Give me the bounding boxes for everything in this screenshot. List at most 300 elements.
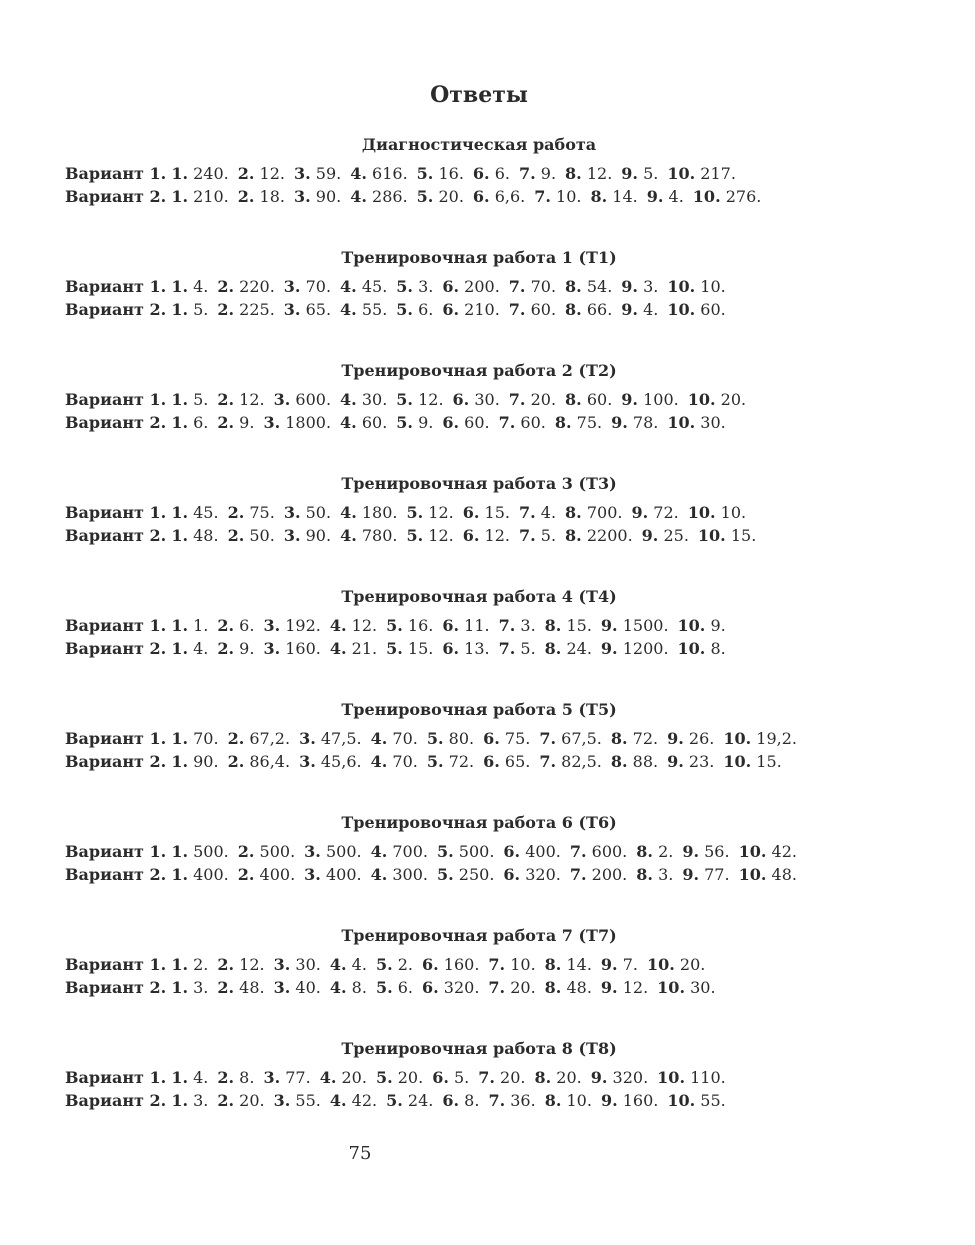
answer-value: 14. [566, 955, 592, 974]
question-number: 6. [503, 842, 521, 861]
question-number: 2. [217, 300, 235, 319]
answer-value: 15. [484, 503, 510, 522]
answer-value: 12. [239, 390, 265, 409]
answer-value: 1800. [285, 413, 332, 432]
answer-value: 24. [566, 639, 592, 658]
answer-value: 55. [295, 1091, 321, 1110]
answer-value: 600. [591, 842, 628, 861]
question-number: 1. [171, 390, 189, 409]
answer-value: 30. [474, 390, 500, 409]
answer-value: 250. [458, 865, 495, 884]
question-number: 8. [565, 277, 582, 296]
answer-value: 4. [193, 639, 209, 658]
answer-value: 286. [372, 187, 408, 206]
question-number: 5. [386, 1091, 403, 1110]
answer-value: 20. [720, 390, 747, 409]
question-number: 10. [697, 526, 726, 545]
answer-value: 20. [438, 187, 464, 206]
question-number: 7. [478, 1068, 495, 1087]
question-number: 7. [508, 390, 526, 409]
question-number: 6. [422, 978, 439, 997]
variant-label: Вариант 1. [65, 955, 167, 974]
question-number: 1. [171, 526, 189, 545]
answer-value: 60. [520, 413, 546, 432]
question-number: 3. [283, 300, 301, 319]
answer-value: 9. [239, 639, 255, 658]
answer-value: 5. [193, 300, 209, 319]
question-number: 7. [498, 616, 516, 635]
question-number: 7. [488, 1091, 506, 1110]
answer-value: 6. [239, 616, 255, 635]
answer-value: 210. [193, 187, 229, 206]
answer-value: 110. [690, 1068, 726, 1087]
answer-value: 77. [285, 1068, 311, 1087]
question-number: 9. [600, 616, 618, 635]
answer-section [65, 1038, 895, 1112]
question-number: 2. [217, 978, 235, 997]
question-number: 7. [508, 277, 526, 296]
question-number: 1. [171, 639, 189, 658]
question-number: 5. [375, 955, 393, 974]
question-number: 4. [319, 1068, 337, 1087]
variant-line [65, 953, 895, 976]
question-number: 5. [426, 729, 444, 748]
question-number: 2. [237, 164, 255, 183]
question-number: 6. [503, 865, 521, 884]
question-number: 1. [171, 1068, 189, 1087]
question-number: 6. [432, 1068, 449, 1087]
answer-value: 160. [443, 955, 480, 974]
question-number: 9. [621, 390, 638, 409]
question-number: 3. [263, 639, 281, 658]
answer-value: 400. [259, 865, 296, 884]
answer-value: 60. [530, 300, 557, 319]
question-number: 8. [610, 729, 628, 748]
question-number: 9. [600, 1091, 618, 1110]
answer-value: 240. [193, 164, 229, 183]
answer-value: 4. [668, 187, 684, 206]
answer-value: 82,5. [561, 752, 602, 771]
question-number: 9. [682, 842, 700, 861]
answer-value: 12. [351, 616, 378, 635]
question-number: 10. [692, 187, 721, 206]
section-title: Тренировочная работа 8 (T8) [341, 1039, 617, 1058]
answer-value: 70. [305, 277, 332, 296]
answer-value: 2. [397, 955, 413, 974]
question-number: 6. [462, 503, 480, 522]
question-number: 3. [293, 164, 311, 183]
question-number: 5. [386, 639, 403, 658]
question-number: 5. [437, 842, 454, 861]
section-title: Диагностическая работа [361, 135, 597, 154]
question-number: 5. [386, 616, 403, 635]
question-number: 1. [171, 187, 189, 206]
answer-section [65, 473, 895, 547]
question-number: 10. [667, 300, 696, 319]
answer-value: 500. [458, 842, 495, 861]
answer-value: 48. [566, 978, 592, 997]
answer-value: 90. [305, 526, 332, 545]
question-number: 9. [631, 503, 649, 522]
question-number: 7. [569, 865, 587, 884]
question-number: 9. [590, 1068, 608, 1087]
question-number: 9. [600, 978, 618, 997]
answer-value: 70. [530, 277, 557, 296]
variant-line [65, 275, 895, 298]
question-number: 5. [396, 300, 413, 319]
question-number: 4. [370, 865, 388, 884]
question-number: 4. [329, 1091, 347, 1110]
question-number: 8. [544, 978, 562, 997]
answer-value: 9. [540, 164, 557, 183]
answer-value: 15. [566, 616, 592, 635]
question-number: 7. [534, 187, 551, 206]
section-title: Тренировочная работа 5 (T5) [341, 700, 617, 719]
question-number: 10. [646, 955, 675, 974]
section-title: Тренировочная работа 1 (T1) [341, 248, 617, 267]
question-number: 3. [273, 955, 291, 974]
question-number: 4. [340, 390, 357, 409]
question-number: 4. [340, 526, 357, 545]
question-number: 10. [738, 842, 767, 861]
answer-value: 86,4. [249, 752, 291, 771]
answer-value: 200. [591, 865, 628, 884]
answer-value: 1200. [622, 639, 669, 658]
answer-value: 3. [520, 616, 536, 635]
answer-value: 16. [438, 164, 464, 183]
answer-value: 12. [428, 526, 454, 545]
question-number: 5. [375, 1068, 393, 1087]
answer-value: 6. [418, 300, 434, 319]
variant-label: Вариант 2. [65, 639, 167, 658]
section-title: Тренировочная работа 6 (T6) [341, 813, 617, 832]
answer-value: 220. [239, 277, 275, 296]
question-number: 10. [677, 639, 706, 658]
variant-label: Вариант 2. [65, 865, 167, 884]
answer-value: 700. [392, 842, 428, 861]
question-number: 3. [263, 413, 281, 432]
answer-value: 3. [643, 277, 659, 296]
answer-value: 18. [259, 187, 285, 206]
answer-value: 192. [285, 616, 321, 635]
answer-value: 20. [530, 390, 557, 409]
answer-value: 1. [193, 616, 209, 635]
question-number: 10. [723, 729, 752, 748]
question-number: 7. [539, 729, 557, 748]
answer-value: 77. [704, 865, 730, 884]
answer-value: 60. [361, 413, 388, 432]
answer-value: 66. [586, 300, 613, 319]
answer-value: 70. [193, 729, 219, 748]
question-number: 8. [544, 1091, 562, 1110]
answer-value: 80. [448, 729, 475, 748]
page-number: 75 [348, 1143, 372, 1164]
answer-value: 16. [407, 616, 434, 635]
question-number: 4. [370, 842, 388, 861]
question-number: 1. [171, 865, 189, 884]
question-number: 1. [171, 503, 189, 522]
answer-value: 6. [397, 978, 413, 997]
question-number: 5. [426, 752, 444, 771]
answer-value: 9. [418, 413, 434, 432]
question-number: 2. [237, 865, 255, 884]
answer-value: 20. [341, 1068, 367, 1087]
question-number: 5. [396, 277, 413, 296]
section-title: Тренировочная работа 4 (T4) [341, 587, 617, 606]
answer-value: 12. [239, 955, 265, 974]
answer-value: 14. [612, 187, 638, 206]
answer-value: 6,6. [494, 187, 526, 206]
question-number: 8. [565, 164, 582, 183]
answer-value: 12. [586, 164, 613, 183]
answer-value: 5. [193, 390, 209, 409]
question-number: 4. [370, 729, 388, 748]
answer-value: 7. [622, 955, 638, 974]
variant-line [65, 185, 895, 208]
answer-value: 276. [725, 187, 762, 206]
question-number: 3. [263, 616, 281, 635]
question-number: 1. [171, 277, 189, 296]
answer-value: 3. [658, 865, 674, 884]
answer-value: 50. [305, 503, 332, 522]
question-number: 7. [539, 752, 557, 771]
question-number: 1. [171, 616, 189, 635]
variant-line [65, 637, 895, 660]
answer-value: 19,2. [756, 729, 798, 748]
question-number: 9. [600, 955, 618, 974]
answer-value: 6. [494, 164, 510, 183]
answer-value: 20. [556, 1068, 582, 1087]
answer-value: 160. [285, 639, 321, 658]
answer-value: 21. [351, 639, 378, 658]
variant-label: Вариант 2. [65, 1091, 167, 1110]
answer-value: 90. [193, 752, 219, 771]
variant-label: Вариант 2. [65, 752, 167, 771]
answer-value: 48. [771, 865, 797, 884]
answer-value: 9. [710, 616, 726, 635]
question-number: 2. [217, 1091, 235, 1110]
variant-line [65, 1089, 895, 1112]
variant-line [65, 614, 895, 637]
variant-label: Вариант 2. [65, 300, 167, 319]
question-number: 6. [442, 639, 460, 658]
question-number: 9. [641, 526, 659, 545]
question-number: 3. [273, 978, 291, 997]
question-number: 8. [544, 639, 562, 658]
answer-value: 3. [193, 978, 209, 997]
question-number: 1. [171, 978, 189, 997]
question-number: 8. [565, 390, 582, 409]
answer-value: 2200. [586, 526, 633, 545]
question-number: 4. [340, 300, 357, 319]
question-number: 10. [667, 164, 696, 183]
question-number: 4. [350, 187, 367, 206]
question-number: 6. [483, 729, 500, 748]
answer-value: 12. [418, 390, 444, 409]
answer-value: 48. [239, 978, 265, 997]
answer-value: 4. [193, 277, 209, 296]
answer-value: 65. [504, 752, 531, 771]
answer-section [65, 247, 895, 321]
question-number: 5. [396, 413, 413, 432]
question-number: 5. [396, 390, 413, 409]
question-number: 2. [227, 752, 245, 771]
question-number: 3. [283, 526, 301, 545]
answer-value: 26. [688, 729, 715, 748]
answer-value: 54. [586, 277, 613, 296]
answer-value: 30. [361, 390, 388, 409]
answer-value: 60. [464, 413, 490, 432]
answer-value: 30. [690, 978, 716, 997]
variant-label: Вариант 2. [65, 413, 167, 432]
variant-label: Вариант 2. [65, 187, 167, 206]
answer-value: 12. [428, 503, 454, 522]
answer-value: 20. [679, 955, 706, 974]
variant-line [65, 976, 895, 999]
question-number: 5. [406, 503, 424, 522]
question-number: 10. [738, 865, 767, 884]
answer-value: 225. [239, 300, 275, 319]
answer-value: 180. [361, 503, 398, 522]
question-number: 8. [544, 955, 562, 974]
question-number: 5. [375, 978, 393, 997]
question-number: 9. [667, 752, 684, 771]
question-number: 4. [340, 277, 357, 296]
answer-value: 67,2. [249, 729, 291, 748]
answer-value: 500. [259, 842, 296, 861]
question-number: 7. [498, 639, 516, 658]
question-number: 3. [273, 390, 291, 409]
answer-value: 8. [351, 978, 367, 997]
question-number: 3. [299, 752, 316, 771]
answer-value: 10. [566, 1091, 592, 1110]
question-number: 2. [217, 390, 235, 409]
question-number: 9. [667, 729, 684, 748]
question-number: 4. [329, 978, 347, 997]
answer-value: 200. [464, 277, 500, 296]
answer-value: 20. [397, 1068, 424, 1087]
variant-line [65, 863, 895, 886]
answer-value: 2. [658, 842, 674, 861]
question-number: 10. [677, 616, 706, 635]
question-number: 7. [518, 503, 536, 522]
question-number: 1. [171, 413, 189, 432]
answer-value: 23. [688, 752, 715, 771]
answer-section [65, 586, 895, 660]
answer-value: 780. [361, 526, 398, 545]
answer-value: 48. [193, 526, 219, 545]
answer-value: 72. [448, 752, 475, 771]
answer-value: 700. [586, 503, 623, 522]
question-number: 3. [304, 842, 321, 861]
question-number: 10. [687, 390, 716, 409]
question-number: 1. [171, 164, 189, 183]
section-title: Тренировочная работа 3 (T3) [341, 474, 617, 493]
answer-value: 59. [315, 164, 342, 183]
question-number: 7. [518, 164, 536, 183]
answer-value: 65. [305, 300, 332, 319]
question-number: 1. [171, 729, 189, 748]
question-number: 8. [534, 1068, 552, 1087]
answer-value: 320. [443, 978, 480, 997]
answer-value: 500. [193, 842, 229, 861]
question-number: 9. [646, 187, 664, 206]
answer-value: 5. [520, 639, 536, 658]
question-number: 8. [610, 752, 628, 771]
question-number: 2. [217, 616, 235, 635]
answer-value: 10. [510, 955, 536, 974]
answer-value: 2. [193, 955, 209, 974]
answer-value: 75. [249, 503, 275, 522]
answer-value: 10. [720, 503, 747, 522]
answer-value: 30. [700, 413, 726, 432]
question-number: 8. [565, 300, 582, 319]
answer-value: 4. [643, 300, 659, 319]
question-number: 2. [217, 277, 235, 296]
answer-value: 20. [500, 1068, 526, 1087]
answer-value: 25. [663, 526, 689, 545]
question-number: 10. [667, 277, 696, 296]
answer-value: 88. [632, 752, 659, 771]
answer-value: 55. [700, 1091, 726, 1110]
question-number: 2. [227, 729, 245, 748]
answer-value: 8. [239, 1068, 255, 1087]
variant-line [65, 750, 895, 773]
question-number: 6. [442, 300, 460, 319]
answer-value: 30. [295, 955, 321, 974]
question-number: 1. [171, 1091, 189, 1110]
question-number: 5. [416, 164, 434, 183]
answer-value: 320. [525, 865, 561, 884]
question-number: 4. [329, 955, 347, 974]
answer-section [65, 360, 895, 434]
answer-value: 70. [392, 752, 418, 771]
variant-label: Вариант 1. [65, 164, 167, 183]
question-number: 10. [667, 1091, 696, 1110]
answer-section [65, 925, 895, 999]
answer-value: 55. [361, 300, 388, 319]
question-number: 7. [488, 955, 506, 974]
question-number: 3. [273, 1091, 291, 1110]
answer-value: 4. [193, 1068, 209, 1087]
question-number: 2. [217, 639, 235, 658]
question-number: 9. [600, 639, 618, 658]
question-number: 3. [299, 729, 316, 748]
variant-line [65, 727, 895, 750]
question-number: 3. [263, 1068, 281, 1087]
section-title: Тренировочная работа 2 (T2) [341, 361, 617, 380]
answer-value: 75. [576, 413, 603, 432]
variant-label: Вариант 1. [65, 729, 167, 748]
variant-line [65, 411, 895, 434]
variant-label: Вариант 2. [65, 978, 167, 997]
answer-value: 78. [632, 413, 659, 432]
answer-value: 400. [325, 865, 362, 884]
question-number: 6. [483, 752, 500, 771]
question-number: 6. [452, 390, 470, 409]
question-number: 7. [508, 300, 526, 319]
answer-value: 40. [295, 978, 321, 997]
answer-value: 10. [556, 187, 582, 206]
question-number: 8. [544, 616, 562, 635]
answer-value: 24. [407, 1091, 434, 1110]
answer-value: 600. [295, 390, 332, 409]
variant-line [65, 1066, 895, 1089]
question-number: 4. [370, 752, 388, 771]
question-number: 6. [462, 526, 480, 545]
question-number: 4. [350, 164, 367, 183]
answer-value: 36. [510, 1091, 536, 1110]
